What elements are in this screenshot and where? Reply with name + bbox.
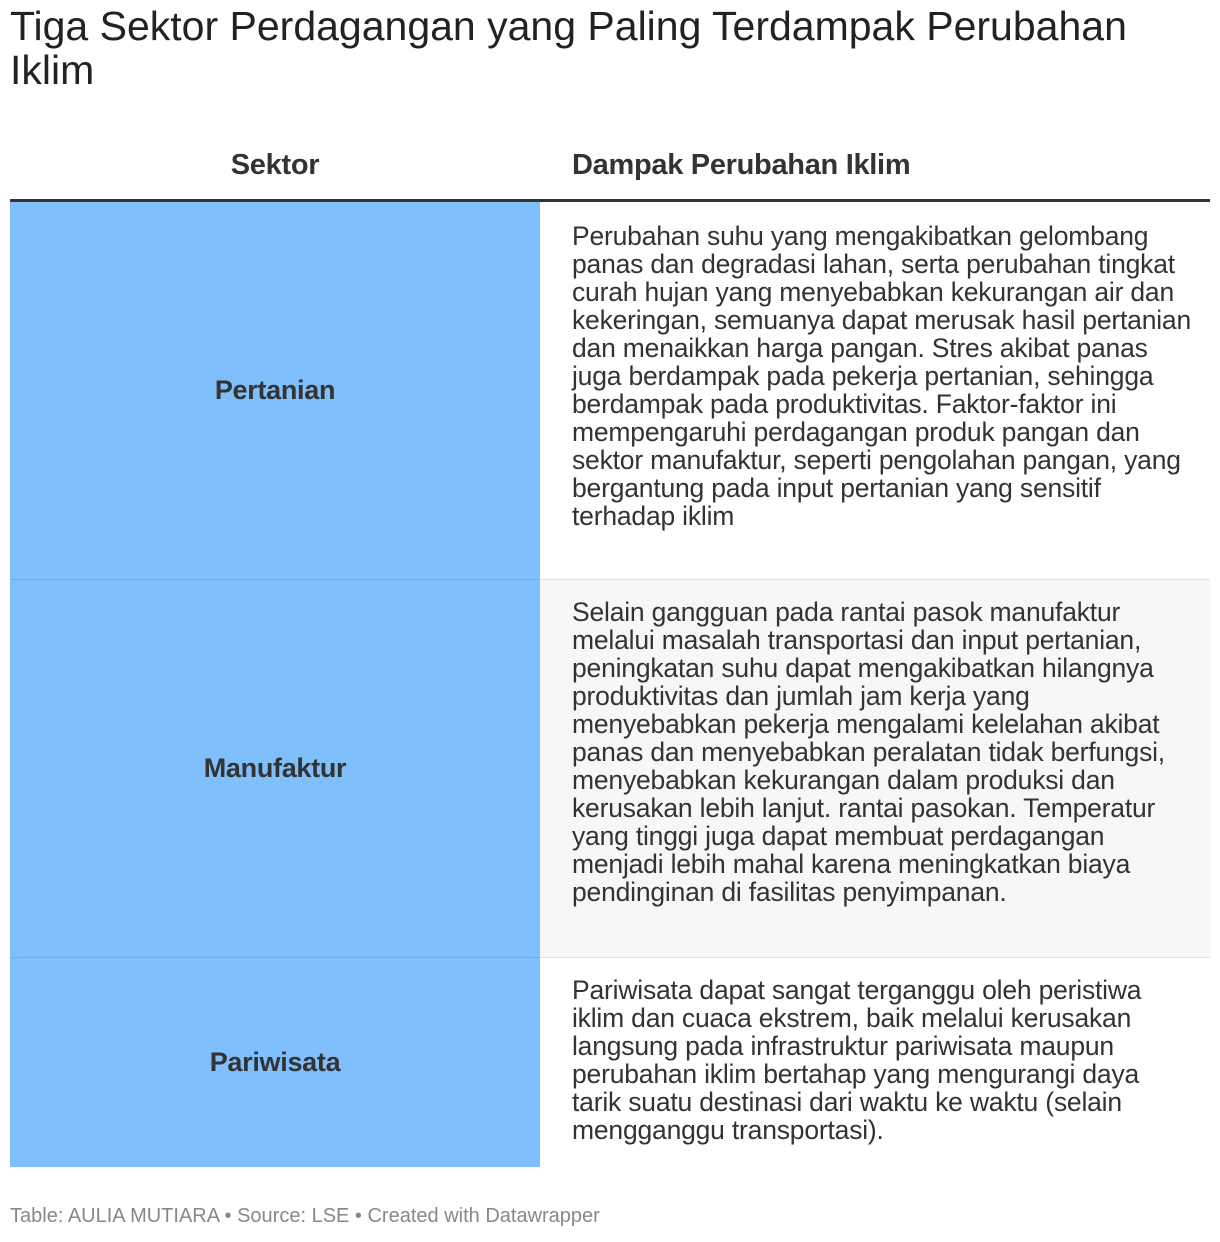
table-row [10, 202, 1210, 580]
table-header [10, 130, 1210, 202]
column-header-sektor[interactable]: Sektor [230, 149, 320, 181]
impact-cell: Selain gangguan pada rantai pasok manufaktur melalui masalah transportasi dan input pertanian, peningkatan suhu dapat mengakibatkan hilangnya produktivitas dan jumlah jam kerja yang menyebabkan pekerja mengalami kelelahan akibat panas dan menyebabkan peralatan tidak berfungsi, menyebabkan kekurangan dalam produksi dan kerusakan lebih lanjut. rantai pasokan. Temperatur yang tinggi juga dapat membuat perdagangan menjadi lebih mahal karena meningkatkan biaya pendinginan di fasilitas penyimpanan. [540, 580, 1210, 958]
chart-title: Tiga Sektor Perdagangan yang Paling Terdampak Perubahan Iklim [10, 3, 1127, 93]
data-table [10, 130, 1210, 1167]
sector-cell: Pariwisata [10, 958, 540, 1167]
table-row [10, 580, 1210, 958]
footer-credit: Table: AULIA MUTIARA • Source: LSE • Created with Datawrapper [10, 1205, 600, 1227]
table-row [10, 958, 1210, 1167]
impact-cell: Perubahan suhu yang mengakibatkan gelombang panas dan degradasi lahan, serta perubahan tingkat curah hujan yang menyebabkan kekurangan air dan kekeringan, semuanya dapat merusak hasil pertanian dan menaikkan harga pangan. Stres akibat panas juga berdampak pada pekerja pertanian, sehingga berdampak pada produktivitas. Faktor-faktor ini mempengaruhi perdagangan produk pangan dan sektor manufaktur, seperti pengolahan pangan, yang bergantung pada input pertanian yang sensitif terhadap iklim [540, 202, 1210, 580]
sector-cell: Manufaktur [10, 580, 540, 958]
column-header-dampak[interactable]: Dampak Perubahan Iklim [572, 149, 911, 181]
sector-cell: Pertanian [10, 202, 540, 580]
impact-cell: Pariwisata dapat sangat terganggu oleh peristiwa iklim dan cuaca ekstrem, baik melalui kerusakan langsung pada infrastruktur pariwisata maupun perubahan iklim bertahap yang mengurangi daya tarik suatu destinasi dari waktu ke waktu (selain mengganggu transportasi). [572, 975, 1142, 1145]
